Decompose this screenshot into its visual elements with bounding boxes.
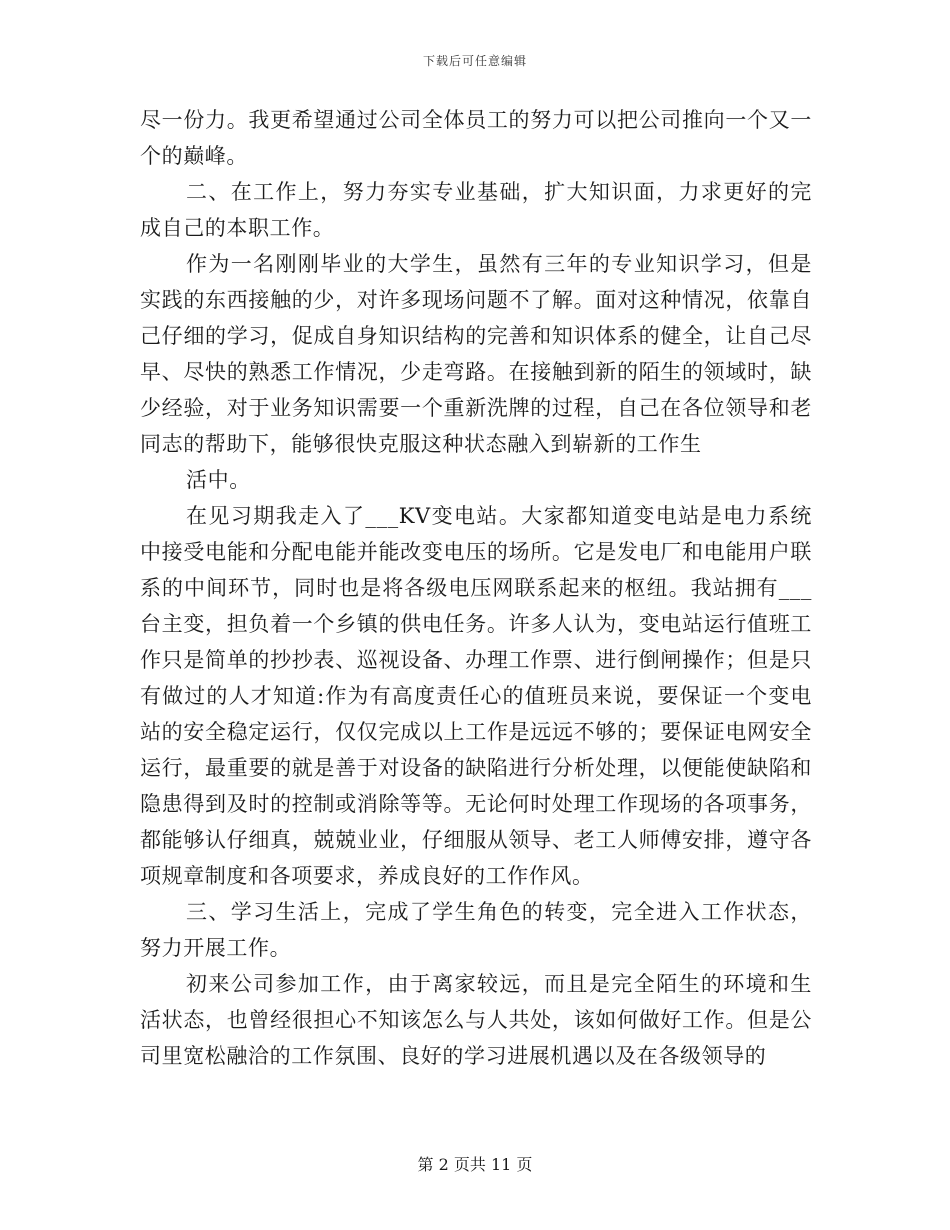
section-heading-study: 三、学习生活上，完成了学生角色的转变，完全进入工作状态，努力开展工作。: [140, 900, 812, 960]
paragraph-fragment: 活中。: [186, 468, 251, 492]
paragraph-arrival: 初来公司参加工作，由于离家较远，而且是完全陌生的环境和生活状态，也曾经很担心不知该怎么与人共处，该如何做好工作。但是公司里宽松融洽的工作氛围、良好的学习进展机遇以及在各级领导的: [140, 972, 812, 1068]
paragraph-continuation: 尽一份力。我更希望通过公司全体员工的努力可以把公司推向一个又一个的巅峰。: [140, 108, 812, 168]
section-heading-work: 二、在工作上，努力夯实专业基础，扩大知识面，力求更好的完成自己的本职工作。: [140, 180, 812, 240]
paragraph-graduate: 作为一名刚刚毕业的大学生，虽然有三年的专业知识学习，但是实践的东西接触的少，对许多现场问题不了解。面对这种情况，依靠自己仔细的学习，促成自身知识结构的完善和知识体系的健全，让自己尽早、尽快的熟悉工作情况，少走弯路。在接触到新的陌生的领域时，缺少经验，对于业务知识需要一个重新洗牌的过程，自己在各位领导和老同志的帮助下，能够很快克服这种状态融入到崭新的工作生: [140, 252, 812, 456]
document-body: [140, 102, 812, 1074]
page-footer: 第 2 页共 11 页: [417, 1155, 533, 1174]
page-header: 下载后可任意编辑: [422, 54, 527, 68]
paragraph-substation: 在见习期我走入了___KV变电站。大家都知道变电站是电力系统中接受电能和分配电能并能改变电压的场所。它是发电厂和电能用户联系的中间环节，同时也是将各级电压网联系起来的枢纽。我站拥有___台主变，担负着一个乡镇的供电任务。许多人认为，变电站运行值班工作只是简单的抄抄表、巡视设备、办理工作票、进行倒闸操作；但是只有做过的人才知道:作为有高度责任心的值班员来说，要保证一个变电站的安全稳定运行，仅仅完成以上工作是远远不够的；要保证电网安全运行，最重要的就是善于对设备的缺陷进行分析处理，以便能使缺陷和隐患得到及时的控制或消除等等。无论何时处理工作现场的各项事务，都能够认仔细真，兢兢业业，仔细服从领导、老工人师傅安排，遵守各项规章制度和各项要求，养成良好的工作作风。: [140, 504, 812, 888]
